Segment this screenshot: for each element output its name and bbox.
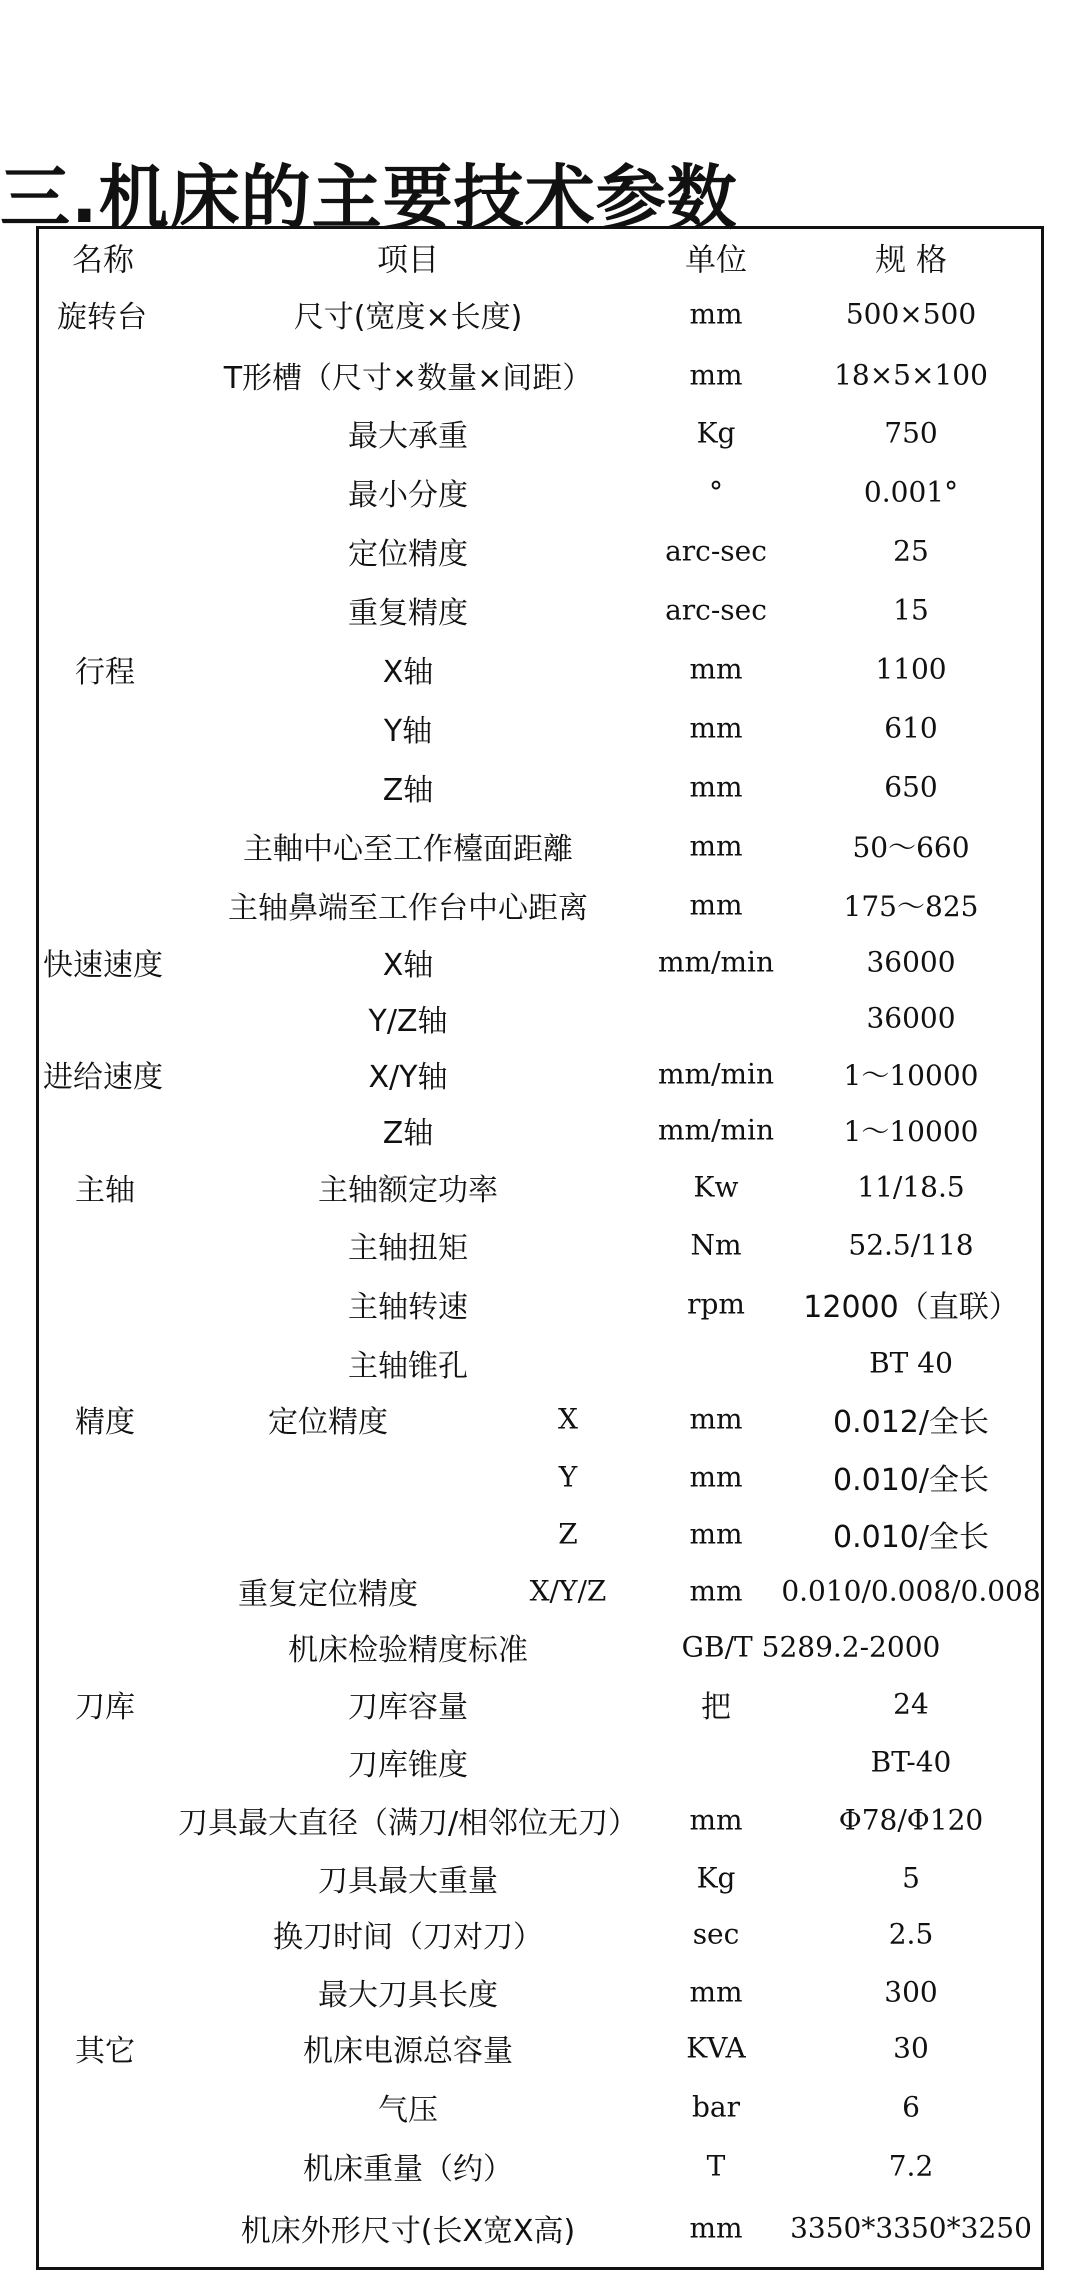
- cell-spec-row-13: 1～10000: [843, 1059, 979, 1092]
- cell-spec-row-19: 0.012/全长: [833, 1405, 989, 1440]
- cell-cat-row-13: 进给速度: [43, 1060, 163, 1095]
- cell-spec-row-6: 1100: [875, 652, 947, 686]
- page-title: 三.机床的主要技术参数: [0, 157, 738, 239]
- cell-item-row-15: 主轴额定功率: [318, 1173, 498, 1208]
- cell-spec-row-26: Φ78/Φ120: [838, 1803, 984, 1837]
- cell-spec-row-21: 0.010/全长: [833, 1520, 989, 1555]
- cell-cat-row-24: 刀库: [75, 1690, 135, 1725]
- cell-item-row-3: 最小分度: [348, 478, 468, 513]
- cell-unit-row-4: arc-sec: [665, 534, 767, 568]
- cell-unit-row-3: °: [709, 475, 723, 509]
- cell-unit-row-27: Kg: [696, 1861, 736, 1895]
- cell-spec-row-22: 0.010/0.008/0.008: [781, 1574, 1041, 1608]
- cell-spec-row-17: 12000（直联）: [803, 1290, 1019, 1325]
- cell-item-row-23: 机床检验精度标准: [288, 1633, 528, 1668]
- cell-unit-row-29: mm: [689, 1975, 743, 2009]
- cell-spec-row-2: 750: [884, 416, 938, 450]
- cell-item-row-4: 定位精度: [348, 537, 468, 572]
- cell-unit-row-20: mm: [689, 1460, 743, 1494]
- cell-unit-row-7: mm: [689, 711, 743, 745]
- cell-spec-row-14: 1～10000: [843, 1115, 979, 1148]
- cell-item-row-26: 刀具最大直径（满刀/相邻位无刀）: [177, 1806, 639, 1841]
- cell-unit-row-26: mm: [689, 1803, 743, 1837]
- cell-spec-row-7: 610: [884, 711, 938, 745]
- cell-unit-row-9: mm: [689, 829, 743, 863]
- cell-unit-row-28: sec: [692, 1917, 740, 1951]
- cell-spec-row-28: 2.5: [888, 1917, 934, 1951]
- cell-unit-row-24: 把: [701, 1690, 731, 1725]
- cell-item-row-2: 最大承重: [348, 419, 468, 454]
- cell-item-row-31: 气压: [378, 2093, 438, 2128]
- cell-item-row-19: 定位精度: [268, 1405, 388, 1440]
- cell-unit-row-11: mm/min: [657, 945, 775, 979]
- cell-item-row-7: Y轴: [383, 714, 433, 749]
- cell-spec-row-29: 300: [884, 1975, 938, 2009]
- cell-spec-row-23: GB/T 5289.2-2000: [681, 1630, 941, 1664]
- cell-item-row-16: 主轴扭矩: [348, 1231, 468, 1266]
- cell-spec-row-1: 18×5×100: [834, 358, 988, 392]
- cell-item-row-18: 主轴锥孔: [348, 1349, 468, 1384]
- cell-item-row-6: X轴: [382, 655, 434, 690]
- cell-unit-row-15: Kw: [693, 1170, 739, 1204]
- cell-item-row-0: 尺寸(宽度×长度): [293, 300, 523, 335]
- cell-item-row-11: X轴: [382, 948, 434, 983]
- cell-item-row-32: 机床重量（约）: [303, 2152, 513, 2187]
- cell-sub-row-19: X: [558, 1402, 578, 1436]
- cell-item-row-28: 换刀时间（刀对刀）: [273, 1920, 543, 1955]
- cell-unit-row-2: Kg: [696, 416, 736, 450]
- cell-spec-row-31: 6: [902, 2090, 920, 2124]
- cell-item-row-27: 刀具最大重量: [318, 1864, 498, 1899]
- cell-sub-row-20: Y: [558, 1460, 578, 1494]
- cell-spec-row-24: 24: [893, 1687, 929, 1721]
- cell-unit-row-30: KVA: [686, 2031, 746, 2065]
- cell-spec-row-9: 50～660: [852, 831, 970, 864]
- cell-spec-row-3: 0.001°: [863, 475, 959, 509]
- cell-cat-row-15: 主轴: [75, 1173, 135, 1208]
- header-spec: 规 格: [875, 242, 947, 279]
- cell-sub-row-21: Z: [558, 1517, 578, 1551]
- cell-spec-row-12: 36000: [866, 1001, 956, 1035]
- cell-unit-row-5: arc-sec: [665, 593, 767, 627]
- cell-spec-row-25: BT-40: [870, 1745, 952, 1779]
- cell-item-row-33: 机床外形尺寸(长X宽X高): [240, 2214, 576, 2249]
- cell-spec-row-8: 650: [884, 770, 938, 804]
- cell-unit-row-14: mm/min: [657, 1113, 775, 1147]
- cell-item-row-13: X/Y轴: [368, 1060, 448, 1095]
- cell-unit-row-22: mm: [689, 1574, 743, 1608]
- cell-item-row-14: Z轴: [382, 1116, 434, 1151]
- cell-spec-row-20: 0.010/全长: [833, 1463, 989, 1498]
- cell-unit-row-33: mm: [689, 2211, 743, 2245]
- cell-item-row-29: 最大刀具长度: [318, 1978, 498, 2013]
- cell-item-row-5: 重复精度: [348, 596, 468, 631]
- cell-unit-row-31: bar: [691, 2090, 741, 2124]
- cell-item-row-10: 主轴鼻端至工作台中心距离: [228, 891, 588, 926]
- cell-unit-row-6: mm: [689, 652, 743, 686]
- cell-spec-row-32: 7.2: [888, 2149, 934, 2183]
- cell-unit-row-19: mm: [689, 1402, 743, 1436]
- cell-spec-row-15: 11/18.5: [857, 1170, 965, 1204]
- cell-cat-row-0: 旋转台: [57, 300, 147, 335]
- cell-spec-row-33: 3350*3350*3250: [790, 2211, 1032, 2245]
- cell-item-row-8: Z轴: [382, 773, 434, 808]
- cell-item-row-12: Y/Z轴: [368, 1004, 448, 1039]
- cell-unit-row-21: mm: [689, 1517, 743, 1551]
- cell-spec-row-27: 5: [902, 1861, 920, 1895]
- cell-unit-row-13: mm/min: [657, 1057, 775, 1091]
- cell-spec-row-11: 36000: [866, 945, 956, 979]
- cell-item-row-25: 刀库锥度: [348, 1748, 468, 1783]
- header-unit: 单位: [685, 242, 747, 279]
- cell-unit-row-32: T: [706, 2149, 726, 2183]
- cell-spec-row-5: 15: [893, 593, 929, 627]
- cell-item-row-24: 刀库容量: [348, 1690, 468, 1725]
- spec-table: [36, 226, 1044, 2270]
- header-name: 名称: [72, 242, 134, 279]
- cell-unit-row-16: Nm: [690, 1228, 742, 1262]
- cell-sub-row-22: X/Y/Z: [529, 1574, 607, 1608]
- cell-item-row-17: 主轴转速: [348, 1290, 468, 1325]
- cell-item-row-9: 主軸中心至工作檯面距離: [243, 832, 573, 867]
- cell-spec-row-10: 175～825: [843, 890, 979, 923]
- cell-cat-row-11: 快速速度: [43, 948, 163, 983]
- cell-item-row-22: 重复定位精度: [238, 1577, 418, 1612]
- cell-item-row-1: T形槽（尺寸×数量×间距）: [223, 361, 593, 396]
- cell-unit-row-17: rpm: [687, 1287, 745, 1321]
- cell-unit-row-8: mm: [689, 770, 743, 804]
- cell-cat-row-6: 行程: [75, 655, 135, 690]
- cell-spec-row-30: 30: [893, 2031, 929, 2065]
- cell-cat-row-19: 精度: [75, 1405, 135, 1440]
- cell-cat-row-30: 其它: [75, 2034, 135, 2069]
- cell-spec-row-4: 25: [893, 534, 929, 568]
- cell-unit-row-10: mm: [689, 888, 743, 922]
- cell-item-row-30: 机床电源总容量: [303, 2034, 513, 2069]
- cell-unit-row-1: mm: [689, 358, 743, 392]
- cell-unit-row-0: mm: [689, 297, 743, 331]
- header-item: 项目: [377, 242, 439, 279]
- cell-spec-row-0: 500×500: [845, 297, 977, 331]
- cell-spec-row-18: BT 40: [869, 1346, 953, 1380]
- cell-spec-row-16: 52.5/118: [848, 1228, 974, 1262]
